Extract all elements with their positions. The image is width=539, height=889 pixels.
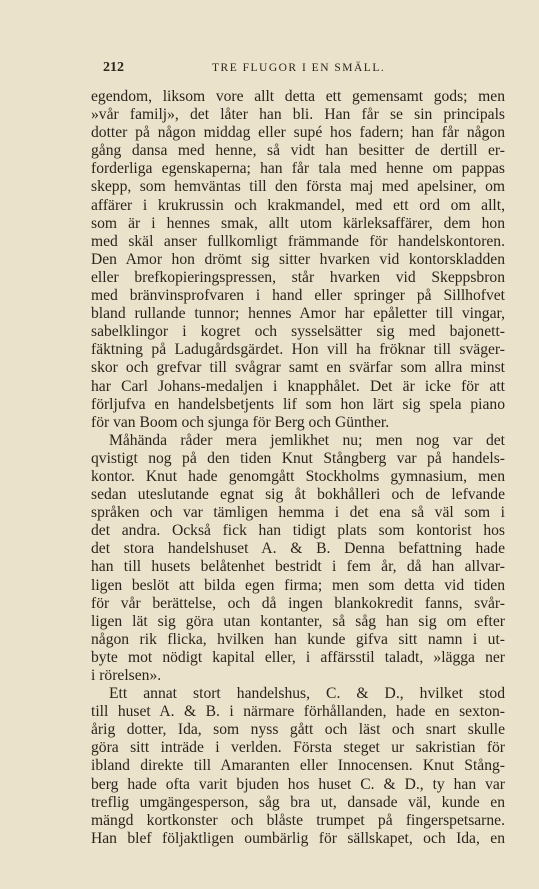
text-line: med bränvinsprofvaren i hand eller springer på Sillhofvet: [91, 287, 505, 305]
text-line: någon rik flicka, hvilken han kunde gifva sitt namn i ut-: [91, 630, 505, 648]
text-line: eller brefkopieringspressen, står hvarken vid Skeppsbron: [91, 268, 505, 286]
text-line: sabelklingor i kogret och sysselsätter sig med bajonett-: [91, 323, 505, 341]
text-line: språken och var tämligen hemma i det ena så väl som i: [91, 504, 505, 522]
text-line: förljufva en handelsbetjents lif som hon lärt sig spela piano: [91, 395, 505, 413]
text-line: gång dansa med henne, så vidt han besitter de dertill er-: [91, 142, 505, 160]
text-line: i rörelsen».: [91, 667, 162, 684]
text-line: affärer i krukrussin och krakmandel, med ett ord om allt,: [91, 196, 505, 214]
text-line: till huset A. & B. i närmare förhållanden, hade en sexton-: [91, 703, 505, 721]
text-line: han till husets belåtenhet bestridt i fem år, då han allvar-: [91, 558, 505, 576]
text-line: berg hade ofta varit bjuden hos huset C. & D., ty han var: [91, 775, 505, 793]
text-line: treflig umgängesperson, såg bra ut, dansade väl, kunde en: [91, 793, 505, 811]
text-line: Den Amor hon drömt sig sitter hvarken vid kontorskladden: [91, 250, 505, 268]
body-text: [91, 88, 505, 848]
text-line: som är i hennes smak, allt utom kärleksaffärer, dem hon: [91, 214, 505, 232]
text-line: har Carl Johans-medaljen i knapphålet. Det är icke för att: [91, 377, 505, 395]
text-line: göra sitt inträde i verlden. Första steget ur sakristian för: [91, 739, 505, 757]
text-line: »vår familj», det låter han bli. Han får se sin principals: [91, 106, 505, 124]
text-line: egendom, liksom vore allt detta ett gemensamt gods; men: [91, 88, 505, 105]
text-line: ibland direkte till Amaranten eller Innocensen. Knut Stång-: [91, 757, 505, 775]
page-header: [92, 60, 502, 80]
text-line: kontor. Knut hade genomgått Stockholms gymnasium, men: [91, 467, 505, 485]
text-line: Ett annat stort handelshus, C. & D., hvilket stod: [109, 685, 505, 703]
text-line: med skäl anser fullkomligt främmande för handelskontoren.: [91, 232, 505, 250]
text-line: ligen lät sig göra utan kontanter, så såg han sig om efter: [91, 612, 505, 630]
text-line: byte mot nödigt kapital eller, i affärsstil taladt, »lägga ner: [91, 648, 505, 666]
text-line: fäktning på Ladugårdsgärdet. Hon vill ha fröknar till sväger-: [91, 341, 505, 359]
running-title: TRE FLUGOR I EN SMÄLL.: [212, 62, 386, 74]
text-line: det stora handelshuset A. & B. Denna befattning hade: [91, 540, 505, 558]
page-number: 212: [103, 60, 124, 75]
text-line: forderliga egenskaperna; han får tala med henne om pappas: [91, 160, 505, 178]
text-line: skepp, som hemväntas till den första maj med apelsiner, om: [91, 178, 505, 196]
text-line: Måhända råder mera jemlikhet nu; men nog var det: [109, 431, 505, 449]
text-line: Han blef följaktligen oumbärlig för sällskapet, och Ida, en: [91, 829, 505, 847]
text-line: mängd kortkonster och blåste trumpet på fingerspetsarne.: [91, 811, 505, 829]
text-line: ligen beslöt att bilda egen firma; men som detta vid tiden: [91, 576, 505, 594]
text-line: för van Boom och sjunga för Berg och Günther.: [91, 413, 390, 431]
text-line: årig dotter, Ida, som nyss gått och läst och snart skulle: [91, 721, 505, 739]
text-line: bland rullande tunnor; hennes Amor har epåletter till vingar,: [91, 305, 505, 323]
text-line: det andra. Också fick han tidigt plats som kontorist hos: [91, 522, 505, 540]
text-line: sedan uteslutande egnat sig åt bokhålleri och de lefvande: [91, 486, 505, 504]
text-line: dotter på någon middag eller supé hos fadern; han får någon: [91, 124, 505, 142]
text-line: för vår berättelse, och då ingen blankokredit fanns, svår-: [91, 594, 505, 612]
text-line: qvistigt nog på den tiden Knut Stångberg var på handels-: [91, 449, 505, 467]
text-line: skor och grefvar till svågrar samt en svärfar som allra minst: [91, 359, 505, 377]
